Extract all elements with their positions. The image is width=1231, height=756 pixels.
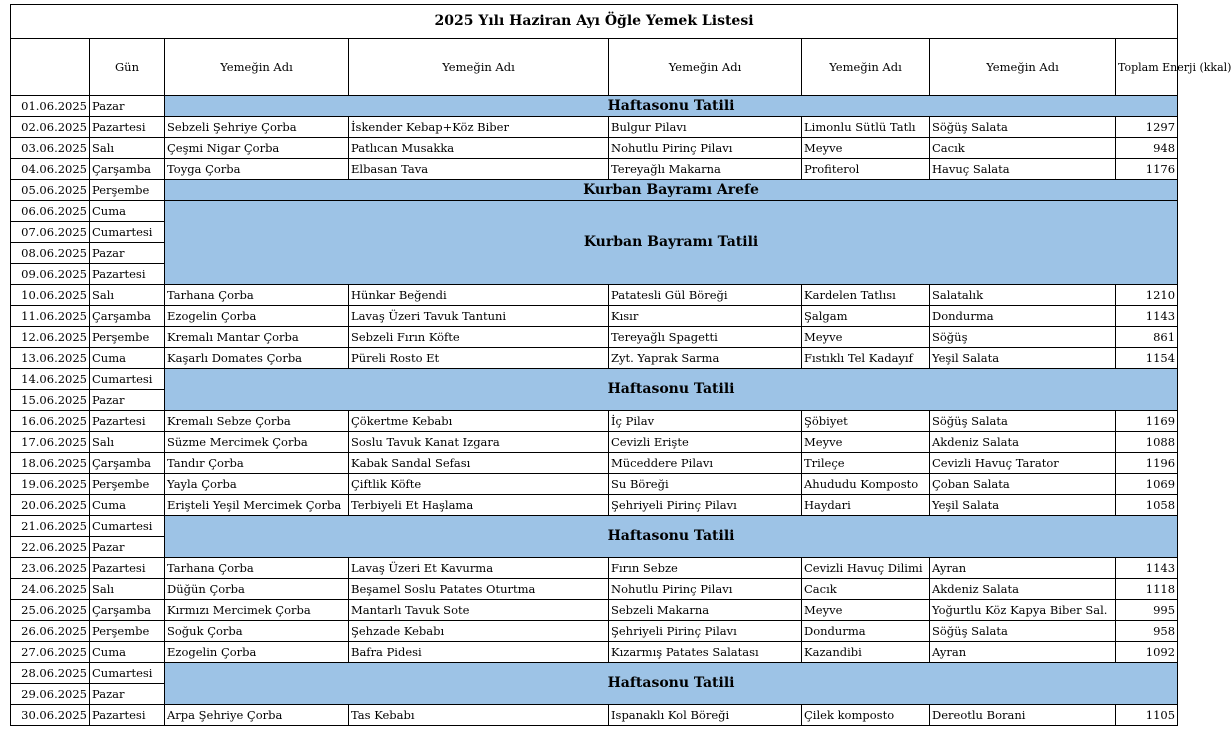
day-cell: Cumartesi (90, 222, 165, 243)
dish-cell-5: Çoban Salata (930, 474, 1116, 495)
date-cell: 06.06.2025 (11, 201, 90, 222)
energy-cell: 1196 (1116, 453, 1178, 474)
header-energy: Toplam Enerji (kkal) (1116, 39, 1178, 96)
day-cell: Perşembe (90, 621, 165, 642)
date-cell: 24.06.2025 (11, 579, 90, 600)
holiday-cell: Kurban Bayramı Arefe (165, 180, 1178, 201)
dish-cell-4: Cevizli Havuç Dilimi (802, 558, 930, 579)
day-cell: Perşembe (90, 180, 165, 201)
table-row (11, 600, 1178, 621)
header-dish-4: Yemeğin Adı (802, 39, 930, 96)
energy-cell: 1143 (1116, 306, 1178, 327)
day-cell: Cuma (90, 642, 165, 663)
dish-cell-5: Akdeniz Salata (930, 432, 1116, 453)
dish-cell-2: Patlıcan Musakka (349, 138, 609, 159)
holiday-cell: Haftasonu Tatili (165, 663, 1178, 705)
dish-cell-1: Erişteli Yeşil Mercimek Çorba (165, 495, 349, 516)
table-row (11, 705, 1178, 726)
dish-cell-5: Dereotlu Borani (930, 705, 1116, 726)
table-row (11, 495, 1178, 516)
day-cell: Pazar (90, 243, 165, 264)
dish-cell-2: İskender Kebap+Köz Biber (349, 117, 609, 138)
day-cell: Pazar (90, 684, 165, 705)
header-row (11, 39, 1178, 96)
dish-cell-5: Söğüş (930, 327, 1116, 348)
date-cell: 25.06.2025 (11, 600, 90, 621)
dish-cell-4: Limonlu Sütlü Tatlı (802, 117, 930, 138)
date-cell: 11.06.2025 (11, 306, 90, 327)
energy-cell: 1118 (1116, 579, 1178, 600)
day-cell: Pazartesi (90, 558, 165, 579)
day-cell: Çarşamba (90, 453, 165, 474)
dish-cell-5: Yeşil Salata (930, 348, 1116, 369)
energy-cell: 1154 (1116, 348, 1178, 369)
day-cell: Pazar (90, 390, 165, 411)
date-cell: 02.06.2025 (11, 117, 90, 138)
dish-cell-2: Hünkar Beğendi (349, 285, 609, 306)
dish-cell-1: Arpa Şehriye Çorba (165, 705, 349, 726)
dish-cell-3: Kısır (609, 306, 802, 327)
dish-cell-3: Cevizli Erişte (609, 432, 802, 453)
date-cell: 03.06.2025 (11, 138, 90, 159)
dish-cell-4: Kardelen Tatlısı (802, 285, 930, 306)
dish-cell-4: Çilek komposto (802, 705, 930, 726)
dish-cell-3: Tereyağlı Spagetti (609, 327, 802, 348)
date-cell: 13.06.2025 (11, 348, 90, 369)
day-cell: Pazar (90, 96, 165, 117)
dish-cell-1: Ezogelin Çorba (165, 306, 349, 327)
dish-cell-1: Soğuk Çorba (165, 621, 349, 642)
date-cell: 17.06.2025 (11, 432, 90, 453)
dish-cell-1: Ezogelin Çorba (165, 642, 349, 663)
menu-sheet (10, 4, 1231, 726)
dish-cell-5: Söğüş Salata (930, 621, 1116, 642)
dish-cell-1: Kremalı Sebze Çorba (165, 411, 349, 432)
dish-cell-5: Akdeniz Salata (930, 579, 1116, 600)
energy-cell: 995 (1116, 600, 1178, 621)
table-row (11, 96, 1178, 117)
table-row (11, 663, 1178, 684)
date-cell: 15.06.2025 (11, 390, 90, 411)
dish-cell-2: Kabak Sandal Sefası (349, 453, 609, 474)
table-row (11, 138, 1178, 159)
table-row (11, 432, 1178, 453)
dish-cell-2: Tas Kebabı (349, 705, 609, 726)
dish-cell-2: Mantarlı Tavuk Sote (349, 600, 609, 621)
dish-cell-5: Yoğurtlu Köz Kapya Biber Sal. (930, 600, 1116, 621)
dish-cell-1: Sebzeli Şehriye Çorba (165, 117, 349, 138)
energy-cell: 958 (1116, 621, 1178, 642)
table-row (11, 516, 1178, 537)
date-cell: 08.06.2025 (11, 243, 90, 264)
day-cell: Salı (90, 432, 165, 453)
day-cell: Cuma (90, 495, 165, 516)
dish-cell-3: Nohutlu Pirinç Pilavı (609, 138, 802, 159)
dish-cell-1: Tandır Çorba (165, 453, 349, 474)
dish-cell-3: Zyt. Yaprak Sarma (609, 348, 802, 369)
dish-cell-5: Cevizli Havuç Tarator (930, 453, 1116, 474)
dish-cell-2: Çiftlik Köfte (349, 474, 609, 495)
day-cell: Çarşamba (90, 159, 165, 180)
dish-cell-2: Çökertme Kebabı (349, 411, 609, 432)
dish-cell-5: Yeşil Salata (930, 495, 1116, 516)
holiday-cell: Kurban Bayramı Tatili (165, 201, 1178, 285)
dish-cell-4: Kazandibi (802, 642, 930, 663)
dish-cell-3: Tereyağlı Makarna (609, 159, 802, 180)
date-cell: 12.06.2025 (11, 327, 90, 348)
header-date (11, 39, 90, 96)
table-row (11, 411, 1178, 432)
dish-cell-2: Beşamel Soslu Patates Oturtma (349, 579, 609, 600)
energy-cell: 1088 (1116, 432, 1178, 453)
dish-cell-2: Soslu Tavuk Kanat Izgara (349, 432, 609, 453)
date-cell: 14.06.2025 (11, 369, 90, 390)
table-row (11, 369, 1178, 390)
dish-cell-4: Meyve (802, 327, 930, 348)
day-cell: Cumartesi (90, 369, 165, 390)
dish-cell-2: Sebzeli Fırın Köfte (349, 327, 609, 348)
energy-cell: 1176 (1116, 159, 1178, 180)
dish-cell-1: Kaşarlı Domates Çorba (165, 348, 349, 369)
date-cell: 30.06.2025 (11, 705, 90, 726)
dish-cell-3: Patatesli Gül Böreği (609, 285, 802, 306)
header-dish-2: Yemeğin Adı (349, 39, 609, 96)
day-cell: Pazartesi (90, 705, 165, 726)
dish-cell-1: Düğün Çorba (165, 579, 349, 600)
dish-cell-4: Fıstıklı Tel Kadayıf (802, 348, 930, 369)
day-cell: Çarşamba (90, 306, 165, 327)
table-row (11, 306, 1178, 327)
day-cell: Perşembe (90, 327, 165, 348)
date-cell: 23.06.2025 (11, 558, 90, 579)
date-cell: 26.06.2025 (11, 621, 90, 642)
day-cell: Cumartesi (90, 663, 165, 684)
date-cell: 21.06.2025 (11, 516, 90, 537)
dish-cell-3: Şehriyeli Pirinç Pilavı (609, 495, 802, 516)
date-cell: 22.06.2025 (11, 537, 90, 558)
dish-cell-1: Toyga Çorba (165, 159, 349, 180)
energy-cell: 1169 (1116, 411, 1178, 432)
day-cell: Pazartesi (90, 411, 165, 432)
dish-cell-3: Müceddere Pilavı (609, 453, 802, 474)
dish-cell-1: Yayla Çorba (165, 474, 349, 495)
header-dish-3: Yemeğin Adı (609, 39, 802, 96)
date-cell: 19.06.2025 (11, 474, 90, 495)
date-cell: 05.06.2025 (11, 180, 90, 201)
dish-cell-4: Şalgam (802, 306, 930, 327)
dish-cell-1: Tarhana Çorba (165, 285, 349, 306)
day-cell: Cumartesi (90, 516, 165, 537)
day-cell: Salı (90, 579, 165, 600)
dish-cell-2: Lavaş Üzeri Et Kavurma (349, 558, 609, 579)
dish-cell-4: Meyve (802, 138, 930, 159)
dish-cell-3: Sebzeli Makarna (609, 600, 802, 621)
table-row (11, 642, 1178, 663)
dish-cell-5: Söğüş Salata (930, 411, 1116, 432)
dish-cell-3: Bulgur Pilavı (609, 117, 802, 138)
dish-cell-5: Söğüş Salata (930, 117, 1116, 138)
day-cell: Perşembe (90, 474, 165, 495)
table-row (11, 180, 1178, 201)
date-cell: 18.06.2025 (11, 453, 90, 474)
dish-cell-3: Kızarmış Patates Salatası (609, 642, 802, 663)
dish-cell-3: Fırın Sebze (609, 558, 802, 579)
dish-cell-4: Meyve (802, 600, 930, 621)
dish-cell-3: Nohutlu Pirinç Pilavı (609, 579, 802, 600)
dish-cell-1: Süzme Mercimek Çorba (165, 432, 349, 453)
day-cell: Cuma (90, 201, 165, 222)
table-row (11, 474, 1178, 495)
dish-cell-4: Trileçe (802, 453, 930, 474)
dish-cell-5: Ayran (930, 642, 1116, 663)
date-cell: 16.06.2025 (11, 411, 90, 432)
date-cell: 04.06.2025 (11, 159, 90, 180)
dish-cell-1: Tarhana Çorba (165, 558, 349, 579)
dish-cell-1: Kırmızı Mercimek Çorba (165, 600, 349, 621)
dish-cell-4: Profiterol (802, 159, 930, 180)
date-cell: 29.06.2025 (11, 684, 90, 705)
energy-cell: 1143 (1116, 558, 1178, 579)
date-cell: 07.06.2025 (11, 222, 90, 243)
energy-cell: 861 (1116, 327, 1178, 348)
table-row (11, 621, 1178, 642)
dish-cell-3: Su Böreği (609, 474, 802, 495)
dish-cell-1: Çeşmi Nigar Çorba (165, 138, 349, 159)
dish-cell-3: İç Pilav (609, 411, 802, 432)
date-cell: 20.06.2025 (11, 495, 90, 516)
dish-cell-5: Salatalık (930, 285, 1116, 306)
energy-cell: 1210 (1116, 285, 1178, 306)
day-cell: Çarşamba (90, 600, 165, 621)
dish-cell-5: Havuç Salata (930, 159, 1116, 180)
energy-cell: 1297 (1116, 117, 1178, 138)
day-cell: Pazartesi (90, 117, 165, 138)
table-row (11, 579, 1178, 600)
dish-cell-4: Cacık (802, 579, 930, 600)
table-row (11, 159, 1178, 180)
holiday-cell: Haftasonu Tatili (165, 516, 1178, 558)
table-title: 2025 Yılı Haziran Ayı Öğle Yemek Listesi (11, 5, 1178, 39)
table-row (11, 327, 1178, 348)
dish-cell-2: Elbasan Tava (349, 159, 609, 180)
dish-cell-4: Dondurma (802, 621, 930, 642)
menu-table (10, 4, 1231, 726)
dish-cell-5: Ayran (930, 558, 1116, 579)
dish-cell-4: Ahududu Komposto (802, 474, 930, 495)
dish-cell-1: Kremalı Mantar Çorba (165, 327, 349, 348)
dish-cell-2: Şehzade Kebabı (349, 621, 609, 642)
dish-cell-3: Ispanaklı Kol Böreği (609, 705, 802, 726)
date-cell: 28.06.2025 (11, 663, 90, 684)
date-cell: 09.06.2025 (11, 264, 90, 285)
dish-cell-4: Meyve (802, 432, 930, 453)
energy-cell: 1069 (1116, 474, 1178, 495)
energy-cell: 948 (1116, 138, 1178, 159)
energy-cell: 1058 (1116, 495, 1178, 516)
day-cell: Cuma (90, 348, 165, 369)
table-row (11, 117, 1178, 138)
date-cell: 01.06.2025 (11, 96, 90, 117)
dish-cell-2: Bafra Pidesi (349, 642, 609, 663)
dish-cell-2: Terbiyeli Et Haşlama (349, 495, 609, 516)
dish-cell-4: Şöbiyet (802, 411, 930, 432)
table-row (11, 558, 1178, 579)
table-row (11, 453, 1178, 474)
day-cell: Salı (90, 285, 165, 306)
table-row (11, 285, 1178, 306)
table-row (11, 201, 1178, 222)
holiday-cell: Haftasonu Tatili (165, 96, 1178, 117)
dish-cell-2: Püreli Rosto Et (349, 348, 609, 369)
day-cell: Salı (90, 138, 165, 159)
energy-cell: 1105 (1116, 705, 1178, 726)
date-cell: 10.06.2025 (11, 285, 90, 306)
day-cell: Pazar (90, 537, 165, 558)
day-cell: Pazartesi (90, 264, 165, 285)
holiday-cell: Haftasonu Tatili (165, 369, 1178, 411)
dish-cell-2: Lavaş Üzeri Tavuk Tantuni (349, 306, 609, 327)
dish-cell-5: Dondurma (930, 306, 1116, 327)
header-dish-1: Yemeğin Adı (165, 39, 349, 96)
header-day: Gün (90, 39, 165, 96)
table-row (11, 348, 1178, 369)
dish-cell-5: Cacık (930, 138, 1116, 159)
dish-cell-4: Haydari (802, 495, 930, 516)
date-cell: 27.06.2025 (11, 642, 90, 663)
header-dish-5: Yemeğin Adı (930, 39, 1116, 96)
dish-cell-3: Şehriyeli Pirinç Pilavı (609, 621, 802, 642)
energy-cell: 1092 (1116, 642, 1178, 663)
